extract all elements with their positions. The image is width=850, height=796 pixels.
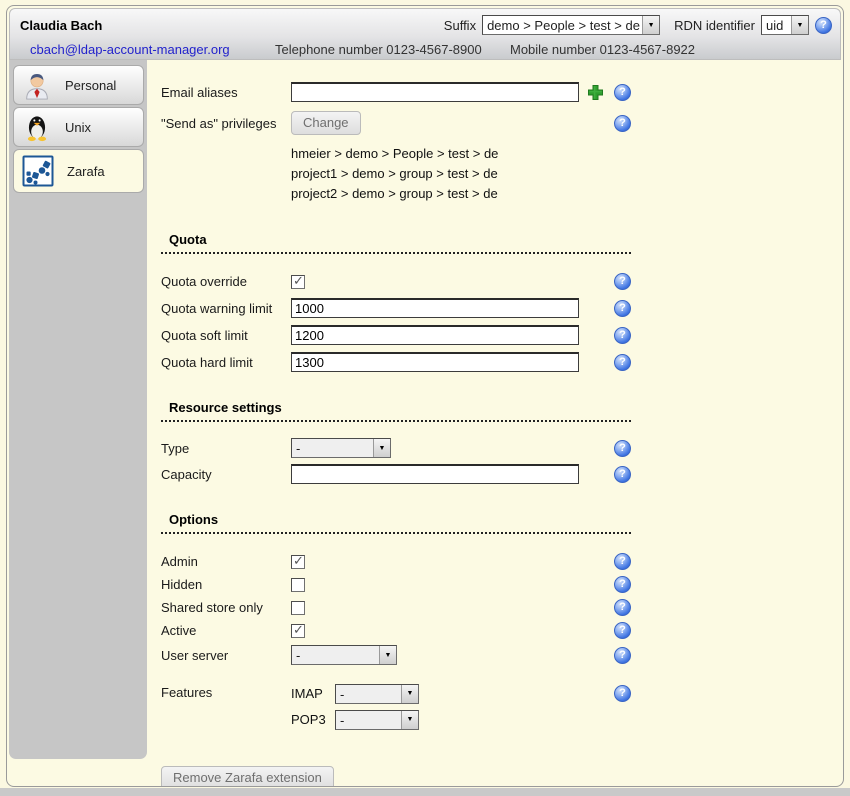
rdn-label: RDN identifier	[674, 17, 755, 33]
chevron-down-icon: ▼	[379, 646, 396, 664]
pop3-select[interactable]	[335, 710, 419, 730]
quota-soft-row	[161, 325, 631, 345]
send-as-label: "Send as" privileges	[161, 115, 277, 131]
imap-select-value: -	[340, 686, 345, 702]
help-icon[interactable]: ?	[614, 685, 631, 702]
type-select-value: -	[296, 441, 301, 456]
quota-soft-label: Quota soft limit	[161, 327, 248, 343]
hidden-label: Hidden	[161, 577, 203, 592]
add-icon[interactable]	[587, 84, 604, 101]
pop3-select-value: -	[340, 712, 345, 728]
remove-button-wrap	[161, 766, 631, 787]
mobile-text: Mobile number 0123-4567-8922	[510, 41, 696, 57]
suffix-select-value: demo > People > test > de	[487, 18, 640, 33]
help-icon[interactable]: ?	[614, 440, 631, 457]
tab-unix[interactable]	[13, 107, 144, 147]
hidden-row	[161, 573, 631, 596]
help-icon[interactable]: ?	[614, 553, 631, 570]
shared-store-checkbox[interactable]	[291, 601, 305, 615]
features-list	[291, 683, 419, 735]
capacity-input[interactable]	[291, 464, 579, 484]
quota-warning-input[interactable]	[291, 298, 579, 318]
email-link[interactable]: cbach@ldap-account-manager.org	[30, 41, 230, 57]
help-icon[interactable]: ?	[614, 327, 631, 344]
help-icon[interactable]: ?	[614, 115, 631, 132]
capacity-row	[161, 464, 631, 484]
send-as-entries	[291, 144, 631, 204]
header-controls	[444, 15, 832, 35]
user-server-row	[161, 645, 631, 665]
chevron-down-icon: ▼	[373, 439, 390, 457]
telephone-text: Telephone number 0123-4567-8900	[275, 41, 482, 57]
send-as-entry: project2 > demo > group > test > de	[291, 186, 498, 201]
shared-store-row	[161, 596, 631, 619]
help-icon[interactable]: ?	[614, 84, 631, 101]
sidebar	[9, 60, 147, 759]
help-icon[interactable]: ?	[614, 599, 631, 616]
email-aliases-label: Email aliases	[161, 84, 238, 100]
help-icon[interactable]: ?	[614, 466, 631, 483]
email-aliases-input[interactable]	[291, 82, 579, 102]
quota-override-label: Quota override	[161, 274, 247, 289]
chevron-down-icon: ▼	[401, 685, 418, 703]
tab-label: Unix	[65, 119, 92, 135]
change-button[interactable]: Change	[291, 111, 361, 135]
pop3-row	[291, 709, 419, 730]
features-row	[161, 683, 631, 735]
quota-hard-input[interactable]	[291, 352, 579, 372]
email-aliases-row	[161, 82, 631, 102]
help-icon[interactable]: ?	[614, 576, 631, 593]
help-icon[interactable]: ?	[815, 17, 832, 34]
page-body	[7, 60, 843, 787]
tab-label: Zarafa	[67, 163, 105, 179]
header-row-title	[10, 9, 840, 39]
send-as-row	[161, 111, 631, 135]
active-row	[161, 619, 631, 642]
help-icon[interactable]: ?	[614, 354, 631, 371]
type-row	[161, 438, 631, 458]
capacity-label: Capacity	[161, 466, 212, 482]
quota-warning-label: Quota warning limit	[161, 300, 273, 316]
send-as-entry: project1 > demo > group > test > de	[291, 166, 498, 181]
options-heading: Options	[161, 512, 631, 534]
active-label: Active	[161, 623, 197, 638]
page-title: Claudia Bach	[20, 17, 103, 33]
admin-label: Admin	[161, 554, 198, 569]
penguin-icon	[22, 112, 52, 142]
imap-label: IMAP	[291, 686, 323, 701]
imap-row	[291, 683, 419, 704]
rdn-select[interactable]	[761, 15, 809, 35]
features-label: Features	[161, 685, 213, 700]
header-row-contact	[10, 39, 840, 59]
admin-row	[161, 550, 631, 573]
resource-settings-heading: Resource settings	[161, 400, 631, 422]
chevron-down-icon: ▼	[401, 711, 418, 729]
send-as-entry: hmeier > demo > People > test > de	[291, 146, 499, 161]
active-checkbox[interactable]	[291, 624, 305, 638]
user-server-select-value: -	[296, 648, 301, 663]
quota-soft-input[interactable]	[291, 325, 579, 345]
quota-warning-row	[161, 298, 631, 318]
quota-hard-row	[161, 352, 631, 372]
admin-checkbox[interactable]	[291, 555, 305, 569]
help-icon[interactable]: ?	[614, 647, 631, 664]
rdn-select-value: uid	[766, 18, 784, 33]
help-icon[interactable]: ?	[614, 300, 631, 317]
quota-heading: Quota	[161, 232, 631, 254]
help-icon[interactable]: ?	[614, 622, 631, 639]
quota-override-row	[161, 270, 631, 293]
imap-select[interactable]	[335, 684, 419, 704]
help-icon[interactable]: ?	[614, 273, 631, 290]
type-label: Type	[161, 440, 190, 456]
tab-personal[interactable]	[13, 65, 144, 105]
quota-override-checkbox[interactable]	[291, 275, 305, 289]
zarafa-icon	[22, 155, 54, 187]
user-server-select[interactable]	[291, 645, 397, 665]
tab-zarafa[interactable]	[13, 149, 144, 193]
person-icon	[22, 70, 52, 100]
shared-store-label: Shared store only	[161, 600, 263, 615]
header-bar	[9, 8, 841, 60]
main-content	[147, 60, 631, 787]
suffix-select[interactable]	[482, 15, 660, 35]
user-server-label: User server	[161, 647, 229, 663]
remove-zarafa-extension-button[interactable]: Remove Zarafa extension	[161, 766, 334, 787]
quota-hard-label: Quota hard limit	[161, 354, 253, 370]
chevron-down-icon: ▼	[642, 16, 659, 34]
tab-label: Personal	[65, 77, 117, 93]
hidden-checkbox[interactable]	[291, 578, 305, 592]
chevron-down-icon: ▼	[791, 16, 808, 34]
pop3-label: POP3	[291, 712, 326, 727]
type-select[interactable]	[291, 438, 391, 458]
bottom-divider	[0, 788, 850, 796]
suffix-label: Suffix	[443, 17, 477, 33]
app-window	[6, 5, 844, 787]
